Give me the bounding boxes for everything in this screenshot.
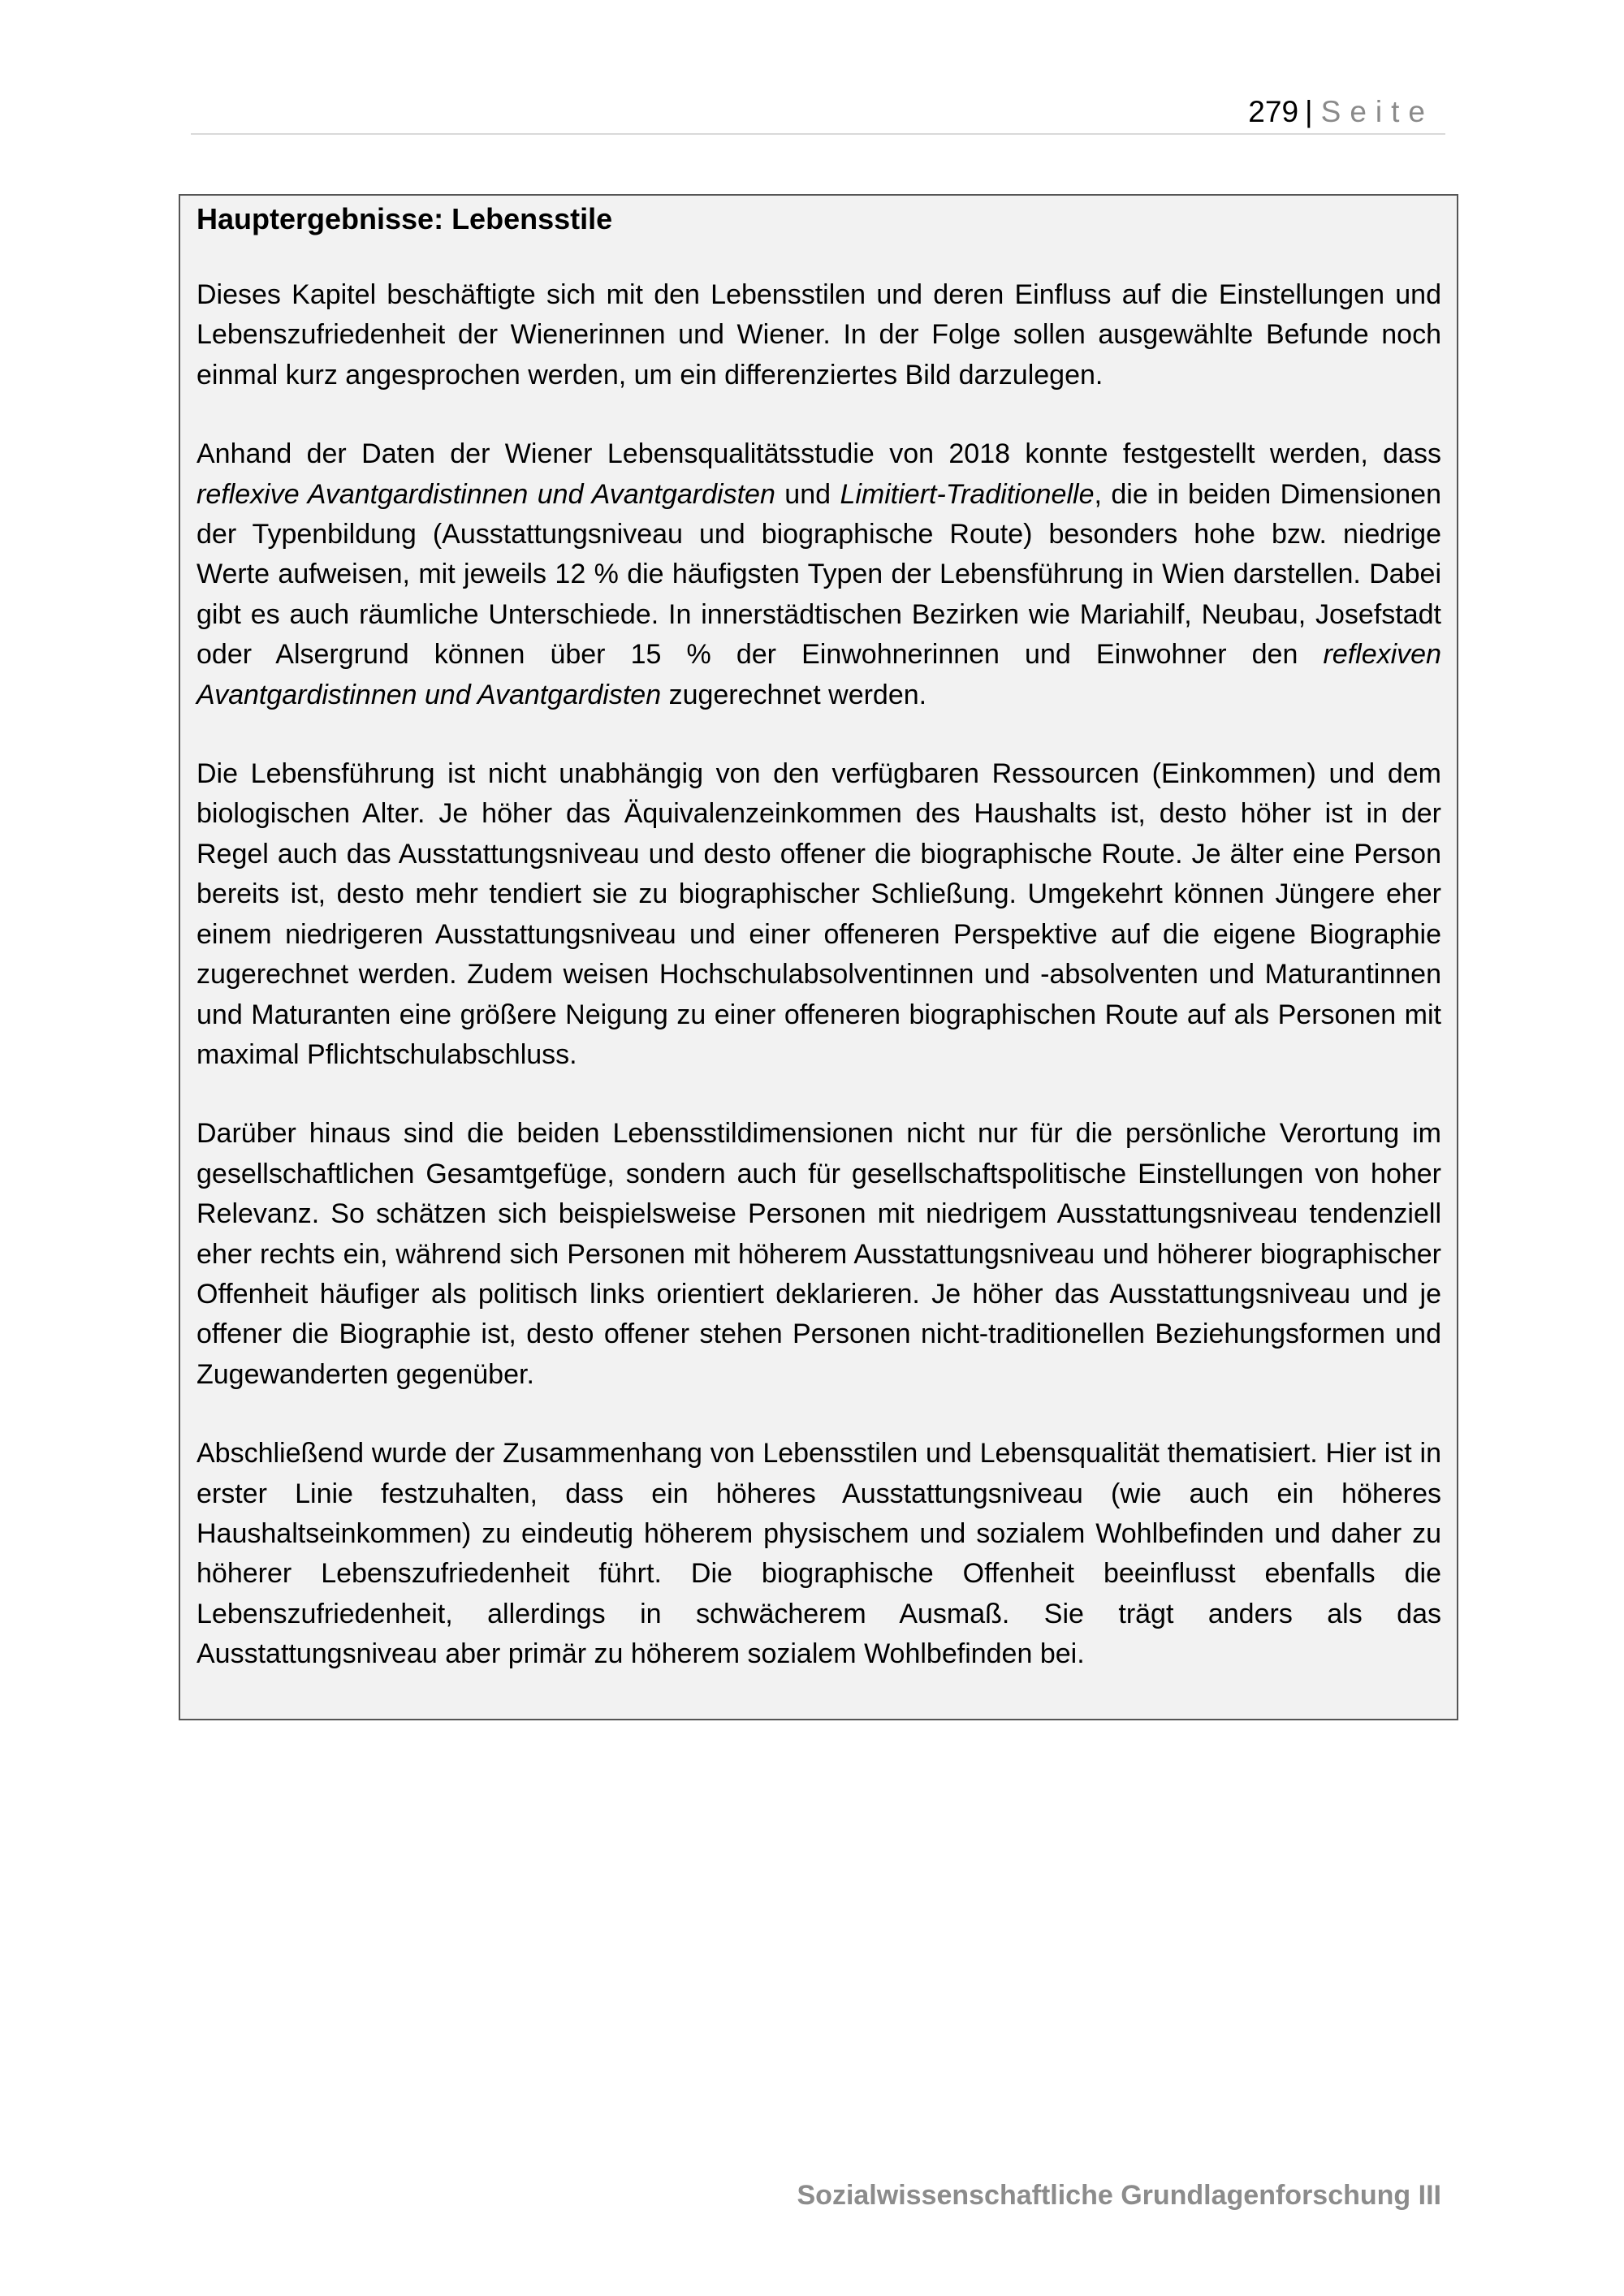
summary-paragraph-4: Darüber hinaus sind die beiden Lebensstildimensionen nicht nur für die persönliche Verortung im gesellschaftlichen Gesamtgefüge, sondern auch für gesellschaftspolitische Einstellungen von hoher Relevanz. So schätzen sich beispielsweise Personen mit niedrigem Ausstattungsniveau tendenziell eher rechts ein, während sich Personen mit höherem Ausstattungsniveau und höherer biographischer Offenheit häufiger als politisch links orientiert deklarieren. Je höher das Ausstattungsniveau und je offener die Biographie ist, desto offener stehen Personen nicht-traditionellen Beziehungsformen und Zugewanderten gegenüber. <box>197 1118 1441 1390</box>
page-label: Seite <box>1320 95 1434 128</box>
paragraph-2-text-e: , die in beiden Dimensionen der Typenbildung (Ausstattungsniveau und biographische Route) besonders hohe bzw. niedrige Werte aufweisen, mit jeweils 12 % die häufigsten Typen der Lebensführung in Wien darstellen. Dabei gibt es auch räumliche Unterschiede. In innerstädtischen Bezirken wie Mariahilf, Neubau, Josefstadt oder Alsergrund können über 15 % der Einwohnerinnen und Einwohner den <box>197 478 1442 671</box>
page-footer: Sozialwissenschaftliche Grundlagenforschung III <box>797 2180 1441 2211</box>
summary-paragraph-5: Abschließend wurde der Zusammenhang von Lebensstilen und Lebensqualität thematisiert. Hier ist in erster Linie festzuhalten, dass ein höheres Ausstattungsniveau (wie auch ein höheres Haushaltseinkommen) zu eindeutig höherem physischem und sozialem Wohlbefinden und daher zu höherer Lebenszufriedenheit führt. Die biographische Offenheit beeinflusst ebenfalls die Lebenszufriedenheit, allerdings in schwächerem Ausmaß. Sie trägt anders als das Ausstattungsniveau aber primär zu höherem sozialem Wohlbefinden bei. <box>197 1438 1441 1670</box>
term-reflexive-avantgardists: reflexive Avantgardistinnen und Avantgardisten <box>197 478 775 510</box>
summary-box <box>179 194 1458 1720</box>
paragraph-2-text-c: und <box>775 478 840 510</box>
page-number: 279 <box>1248 95 1299 128</box>
summary-title: Hauptergebnisse: Lebensstile <box>197 202 613 235</box>
page-separator: | <box>1305 95 1313 128</box>
paragraph-2-text-g: zugerechnet werden. <box>661 679 927 710</box>
page-header <box>191 88 1445 135</box>
term-reflexive-avantgardists-2: reflexiven Avantgardistinnen und Avantgardisten <box>197 639 1441 710</box>
summary-paragraph-3: Die Lebensführung ist nicht unabhängig von den verfügbaren Ressourcen (Einkommen) und dem biologischen Alter. Je höher das Äquivalenzeinkommen des Haushalts ist, desto höher ist in der Regel auch das Ausstattungsniveau und desto offener die biographische Route. Je älter eine Person bereits ist, desto mehr tendiert sie zu biographischer Schließung. Umgekehrt können Jüngere eher einem niedrigeren Ausstattungsniveau und einer offeneren Perspektive auf die eigene Biographie zugerechnet werden. Zudem weisen Hochschulabsolventinnen und -absolventen und Maturantinnen und Maturanten eine größere Neigung zu einer offeneren biographischen Route auf als Personen mit maximal Pflichtschulabschluss. <box>197 758 1441 1070</box>
term-limitiert-traditionelle: Limitiert-Traditionelle <box>840 478 1095 510</box>
paragraph-2-text-a: Anhand der Daten der Wiener Lebensqualitätsstudie von 2018 konnte festgestellt werden, dass <box>197 438 1441 470</box>
page-number-line <box>1248 94 1434 130</box>
summary-paragraph-1: Dieses Kapitel beschäftigte sich mit den Lebensstilen und deren Einfluss auf die Einstellungen und Lebenszufriedenheit der Wienerinnen und Wiener. In der Folge sollen ausgewählte Befunde noch einmal kurz angesprochen werden, um ein differenziertes Bild darzulegen. <box>197 279 1441 391</box>
summary-paragraph-2 <box>197 434 1441 715</box>
